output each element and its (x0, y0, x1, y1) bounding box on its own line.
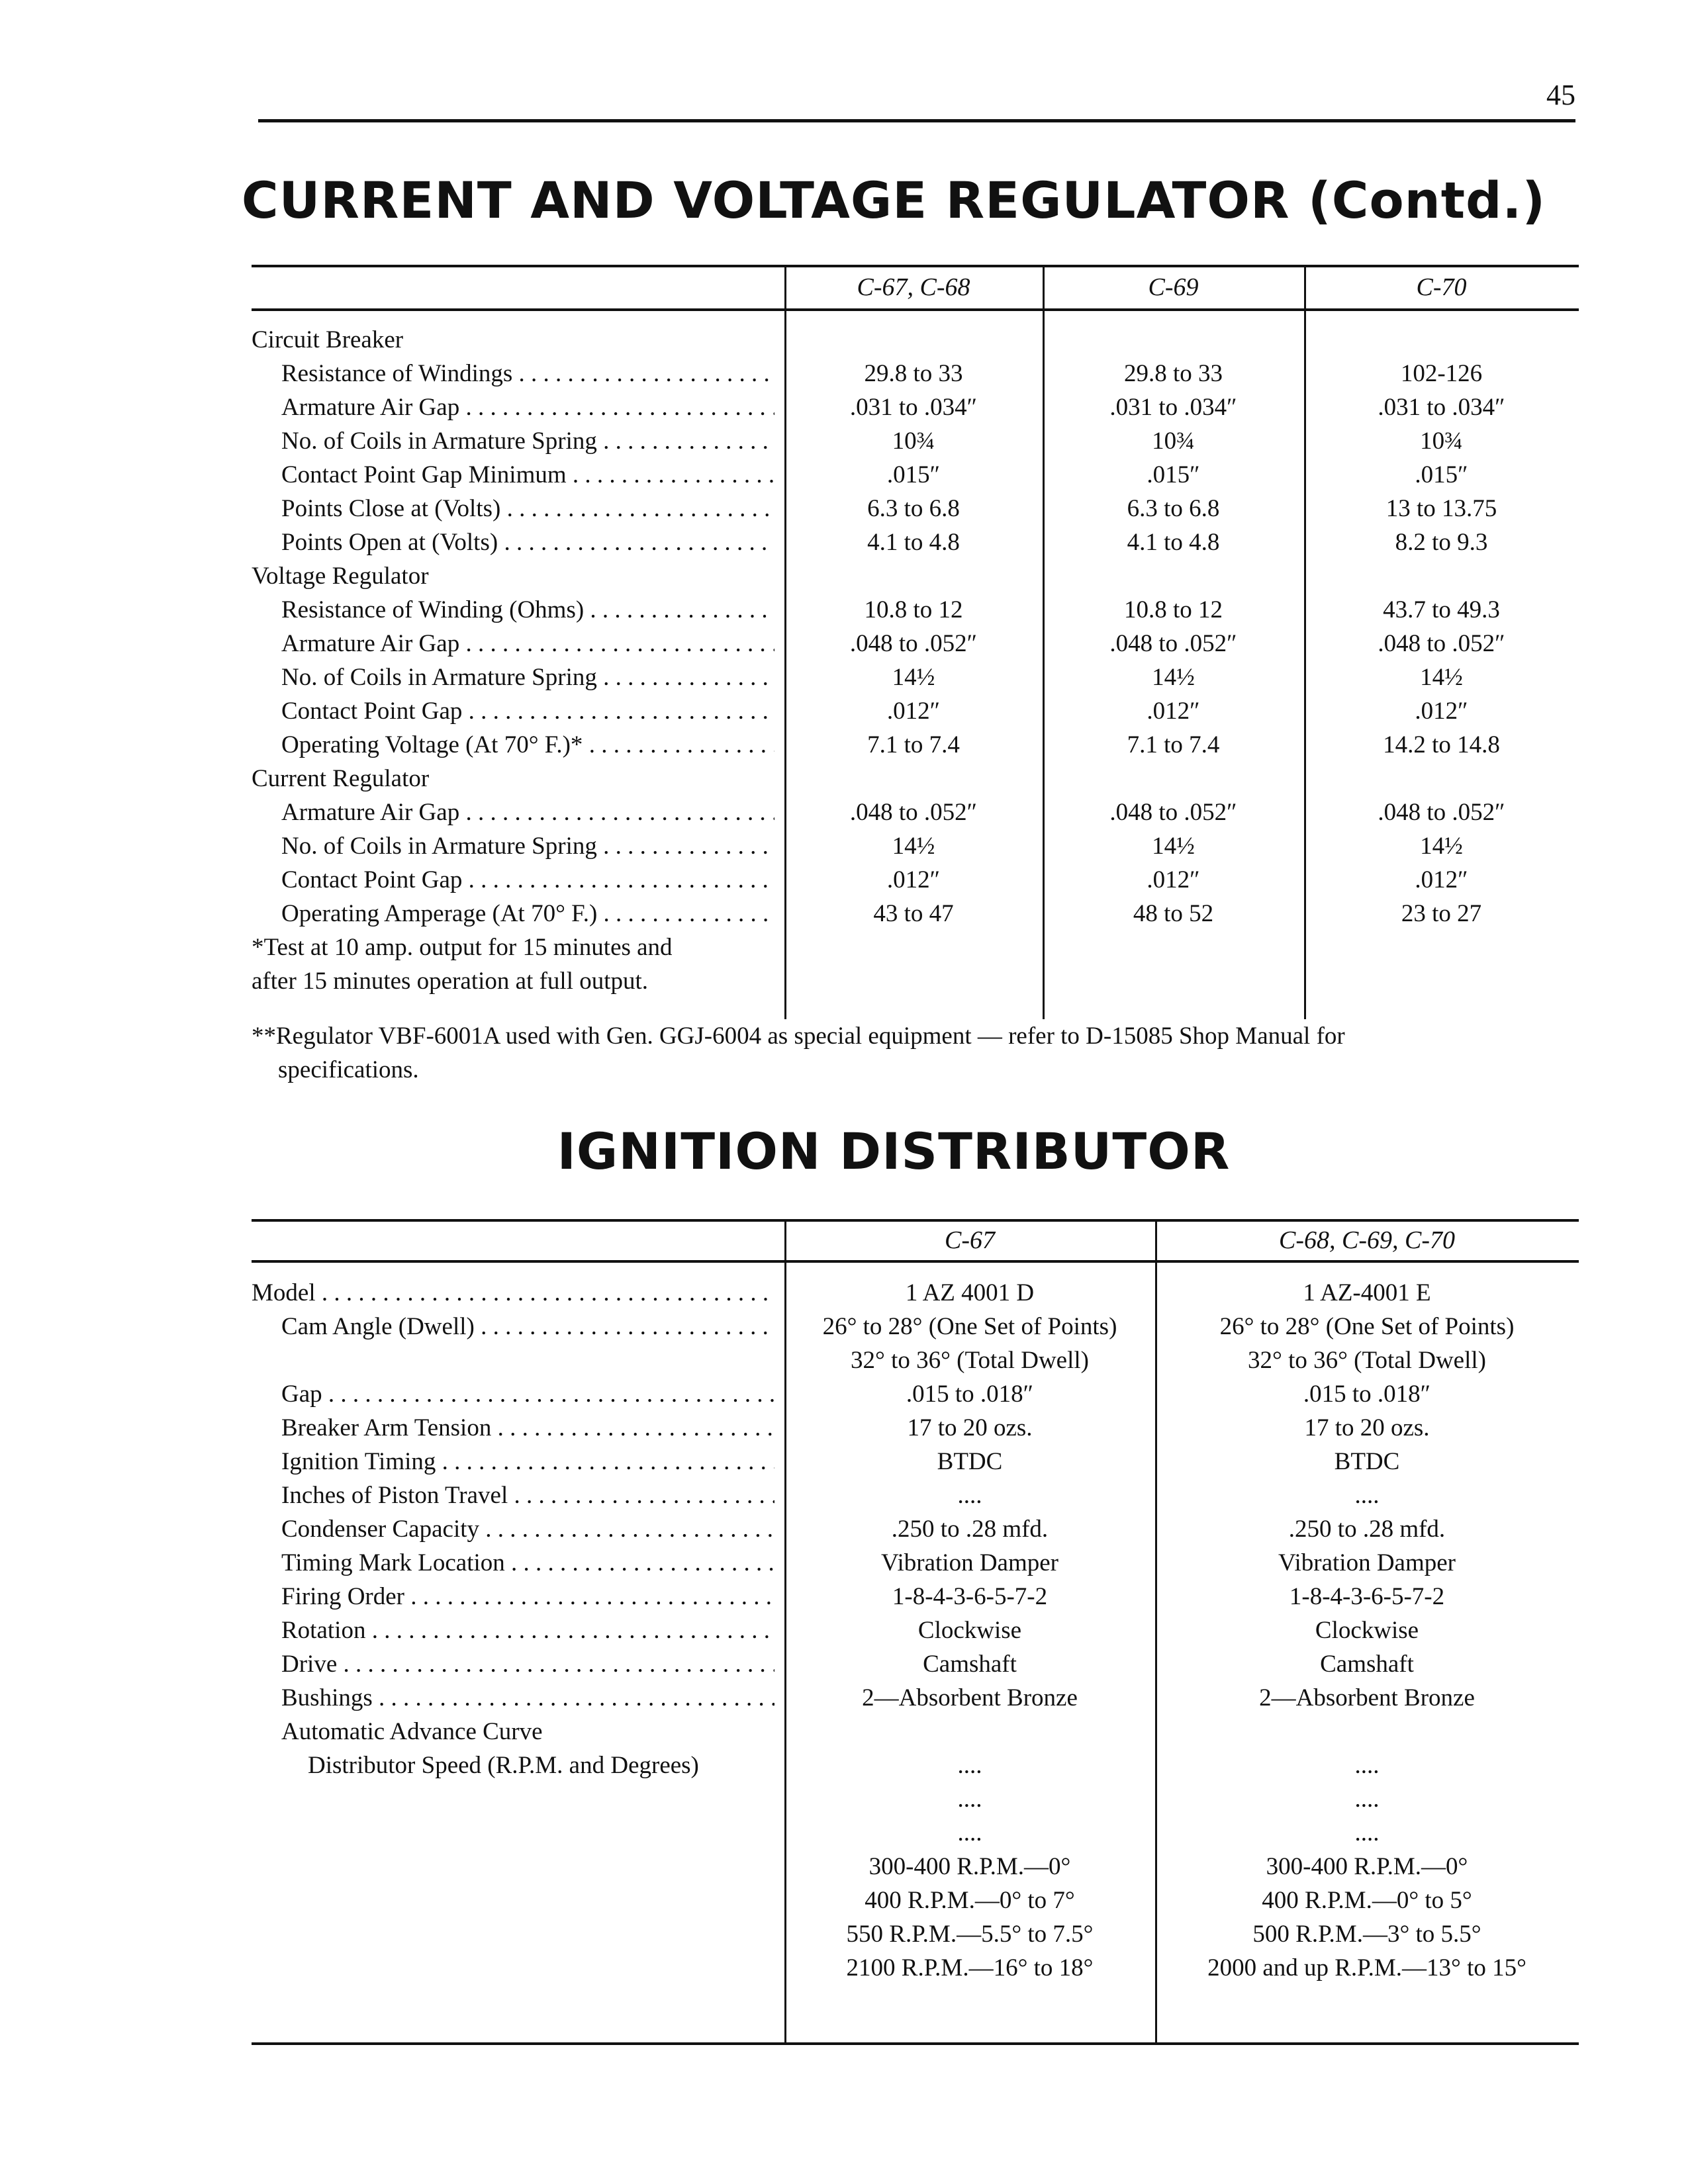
row-value: .... (1354, 1482, 1380, 1509)
table-row (252, 1343, 1579, 1377)
row-value: 10¾ (892, 428, 935, 455)
table-rule (252, 1260, 1579, 1263)
row-value: 14½ (1152, 664, 1195, 691)
row-label: Condenser Capacity . . . (281, 1512, 774, 1546)
table-row (252, 829, 1579, 863)
column-header: C-68, C-69, C-70 (1279, 1226, 1455, 1254)
row-label: Points Open at (Volts) . . . (281, 525, 774, 559)
table-row (252, 593, 1579, 627)
row-label: after 15 minutes operation at full output. (252, 968, 649, 995)
table-row (252, 762, 1579, 796)
row-value: 14½ (892, 833, 935, 860)
row-value: 6.3 to 6.8 (867, 495, 960, 522)
row-value: .250 to .28 mfd. (1288, 1516, 1446, 1543)
table-row (252, 1614, 1579, 1647)
row-value: Clockwise (1315, 1617, 1419, 1644)
row-value: 1-8-4-3-6-5-7-2 (1289, 1583, 1445, 1610)
table-rule (252, 265, 1579, 267)
row-value: .031 to .034″ (1109, 394, 1237, 421)
row-value: 17 to 20 ozs. (907, 1414, 1033, 1441)
distributor-table (252, 1219, 1579, 2045)
table-row (252, 1816, 1579, 1850)
row-value: 7.1 to 7.4 (867, 731, 960, 758)
table-row (252, 492, 1579, 525)
row-label: Points Close at (Volts) . . . (281, 492, 774, 525)
row-value: .015″ (1147, 461, 1200, 488)
row-value: 14½ (1420, 833, 1463, 860)
row-value: Vibration Damper (1278, 1549, 1456, 1576)
table-rule (252, 2042, 1579, 2045)
row-label: Current Regulator (252, 765, 430, 792)
row-label: Inches of Piston Travel . . . (281, 1479, 774, 1512)
row-label: Bushings . . . (281, 1681, 774, 1715)
row-label: Armature Air Gap . . . (281, 627, 774, 660)
row-value: .... (1354, 1752, 1380, 1779)
row-label: Model . . . (252, 1276, 774, 1310)
row-value: 4.1 to 4.8 (867, 529, 960, 556)
row-value: .048 to .052″ (1109, 630, 1237, 657)
row-label: Breaker Arm Tension . . . (281, 1411, 774, 1445)
table-rule (252, 308, 1579, 311)
row-value: 10¾ (1152, 428, 1195, 455)
table-row (252, 863, 1579, 897)
row-label: Rotation . . . (281, 1614, 774, 1647)
row-value: .048 to .052″ (1378, 799, 1505, 826)
row-value: Camshaft (923, 1651, 1017, 1678)
row-value: .... (957, 1786, 982, 1813)
table-row (252, 1445, 1579, 1479)
table-row (252, 1512, 1579, 1546)
regulator-footnote-continued: specifications. (278, 1056, 419, 1083)
table-row (252, 931, 1579, 964)
row-value: 8.2 to 9.3 (1395, 529, 1488, 556)
row-value: .015″ (886, 461, 941, 488)
row-value: 10.8 to 12 (1123, 596, 1223, 623)
table-row (252, 1411, 1579, 1445)
table-rule (252, 1219, 1579, 1222)
table-row (252, 796, 1579, 829)
row-value: 2100 R.P.M.—16° to 18° (846, 1954, 1094, 1981)
table-row (252, 1681, 1579, 1715)
row-label: Resistance of Windings . . . (281, 357, 774, 390)
row-value: 2000 and up R.P.M.—13° to 15° (1207, 1954, 1526, 1981)
row-value: .... (957, 1752, 982, 1779)
table-row (252, 1377, 1579, 1411)
row-value: 300-400 R.P.M.—0° (868, 1853, 1071, 1880)
table-row (252, 559, 1579, 593)
row-value: 17 to 20 ozs. (1304, 1414, 1430, 1441)
row-value: .... (1354, 1786, 1380, 1813)
table-row (252, 323, 1579, 357)
row-label: Cam Angle (Dwell) . . . (281, 1310, 774, 1343)
row-label: Gap . . . (281, 1377, 774, 1411)
table-row (252, 424, 1579, 458)
top-rule (258, 119, 1575, 122)
row-value: .015 to .018″ (1303, 1381, 1431, 1408)
table-row (252, 964, 1579, 998)
row-label: Armature Air Gap . . . (281, 390, 774, 424)
row-value: 7.1 to 7.4 (1127, 731, 1220, 758)
row-value: 43 to 47 (873, 900, 954, 927)
table-row (252, 1884, 1579, 1917)
row-value: 23 to 27 (1401, 900, 1482, 927)
row-value: 29.8 to 33 (1123, 360, 1223, 387)
row-value: 29.8 to 33 (864, 360, 963, 387)
row-value: .012″ (1147, 866, 1200, 893)
table-row (252, 1310, 1579, 1343)
row-label: Automatic Advance Curve (281, 1718, 543, 1745)
row-value: .... (957, 1482, 982, 1509)
row-label: Operating Amperage (At 70° F.) . . . (281, 897, 774, 931)
row-value: 14.2 to 14.8 (1383, 731, 1500, 758)
row-value: 13 to 13.75 (1385, 495, 1497, 522)
row-value: .015″ (1415, 461, 1468, 488)
table-row (252, 694, 1579, 728)
row-label: Voltage Regulator (252, 563, 429, 590)
regulator-title: CURRENT AND VOLTAGE REGULATOR (Contd.) (241, 171, 1546, 230)
row-label: Operating Voltage (At 70° F.)* . . . (281, 728, 774, 762)
row-label: Firing Order . . . (281, 1580, 774, 1614)
row-value: 32° to 36° (Total Dwell) (1248, 1347, 1486, 1374)
row-value: 2—Absorbent Bronze (862, 1684, 1078, 1711)
row-label: Contact Point Gap . . . (281, 863, 774, 897)
table-row (252, 458, 1579, 492)
row-value: 26° to 28° (One Set of Points) (822, 1313, 1117, 1340)
distributor-title: IGNITION DISTRIBUTOR (557, 1122, 1231, 1181)
table-row (252, 1647, 1579, 1681)
table-row (252, 1749, 1579, 1782)
row-value: Camshaft (1320, 1651, 1414, 1678)
row-label: Timing Mark Location . . . (281, 1546, 774, 1580)
row-value: .048 to .052″ (1378, 630, 1505, 657)
row-value: 14½ (892, 664, 935, 691)
row-value: .012″ (886, 866, 941, 893)
row-value: Vibration Damper (881, 1549, 1058, 1576)
row-label: Circuit Breaker (252, 326, 404, 353)
column-header: C-67, C-68 (857, 273, 970, 301)
row-value: 32° to 36° (Total Dwell) (851, 1347, 1089, 1374)
table-row (252, 660, 1579, 694)
row-label: Resistance of Winding (Ohms) . . . (281, 593, 774, 627)
table-row (252, 1479, 1579, 1512)
row-label: Contact Point Gap . . . (281, 694, 774, 728)
row-value: 43.7 to 49.3 (1383, 596, 1500, 623)
row-value: 102-126 (1400, 360, 1483, 387)
table-row (252, 728, 1579, 762)
row-value: 500 R.P.M.—3° to 5.5° (1252, 1921, 1481, 1948)
column-header: C-69 (1148, 273, 1199, 301)
row-value: .031 to .034″ (849, 394, 978, 421)
regulator-footnote: **Regulator VBF-6001A used with Gen. GGJ-6004 as special equipment — refer to D-15085 Shop Manual for (252, 1023, 1345, 1050)
row-label: Contact Point Gap Minimum . . . (281, 458, 774, 492)
row-label: No. of Coils in Armature Spring . . . (281, 660, 774, 694)
table-row (252, 1917, 1579, 1951)
row-value: 14½ (1152, 833, 1195, 860)
table-row (252, 390, 1579, 424)
row-value: 6.3 to 6.8 (1127, 495, 1220, 522)
row-value: .048 to .052″ (849, 799, 978, 826)
column-header: C-70 (1416, 273, 1467, 301)
row-value: 10.8 to 12 (864, 596, 963, 623)
row-label: Ignition Timing . . . (281, 1445, 774, 1479)
row-value: 14½ (1420, 664, 1463, 691)
row-label: No. of Coils in Armature Spring . . . (281, 829, 774, 863)
row-label: Armature Air Gap . . . (281, 796, 774, 829)
table-row (252, 525, 1579, 559)
row-value: .031 to .034″ (1378, 394, 1505, 421)
table-row (252, 1715, 1579, 1749)
row-value: 550 R.P.M.—5.5° to 7.5° (846, 1921, 1094, 1948)
row-value: .012″ (1415, 698, 1468, 725)
table-row (252, 1850, 1579, 1884)
table-row (252, 1276, 1579, 1310)
regulator-table (252, 265, 1579, 1019)
table-row (252, 357, 1579, 390)
row-value: 1-8-4-3-6-5-7-2 (892, 1583, 1048, 1610)
row-value: 26° to 28° (One Set of Points) (1219, 1313, 1515, 1340)
table-row (252, 1580, 1579, 1614)
table-row (252, 1782, 1579, 1816)
row-value: BTDC (937, 1448, 1003, 1475)
row-value: .250 to .28 mfd. (891, 1516, 1049, 1543)
row-value: .012″ (1147, 698, 1200, 725)
row-value: Clockwise (917, 1617, 1022, 1644)
row-label: No. of Coils in Armature Spring . . . (281, 424, 774, 458)
row-label: Drive . . . (281, 1647, 774, 1681)
row-label: *Test at 10 amp. output for 15 minutes and (252, 934, 673, 961)
row-value: .012″ (886, 698, 941, 725)
row-value: 2—Absorbent Bronze (1259, 1684, 1475, 1711)
row-value: .... (957, 1819, 982, 1846)
row-value: BTDC (1334, 1448, 1400, 1475)
row-value: 300-400 R.P.M.—0° (1266, 1853, 1468, 1880)
page-number: 45 (1546, 79, 1575, 111)
row-value: 1 AZ 4001 D (905, 1279, 1035, 1306)
row-value: 48 to 52 (1133, 900, 1214, 927)
column-header: C-67 (945, 1226, 995, 1254)
row-value: .012″ (1415, 866, 1468, 893)
row-value: .... (1354, 1819, 1380, 1846)
table-row (252, 1951, 1579, 1985)
row-value: .048 to .052″ (849, 630, 978, 657)
row-value: 4.1 to 4.8 (1127, 529, 1220, 556)
row-value: 10¾ (1420, 428, 1463, 455)
table-row (252, 897, 1579, 931)
row-label: Distributor Speed (R.P.M. and Degrees) (308, 1752, 699, 1779)
table-row (252, 1546, 1579, 1580)
table-row (252, 627, 1579, 660)
row-value: 1 AZ-4001 E (1303, 1279, 1431, 1306)
row-value: 400 R.P.M.—0° to 5° (1262, 1887, 1472, 1914)
row-value: .015 to .018″ (906, 1381, 1034, 1408)
row-value: 400 R.P.M.—0° to 7° (865, 1887, 1075, 1914)
row-value: .048 to .052″ (1109, 799, 1237, 826)
